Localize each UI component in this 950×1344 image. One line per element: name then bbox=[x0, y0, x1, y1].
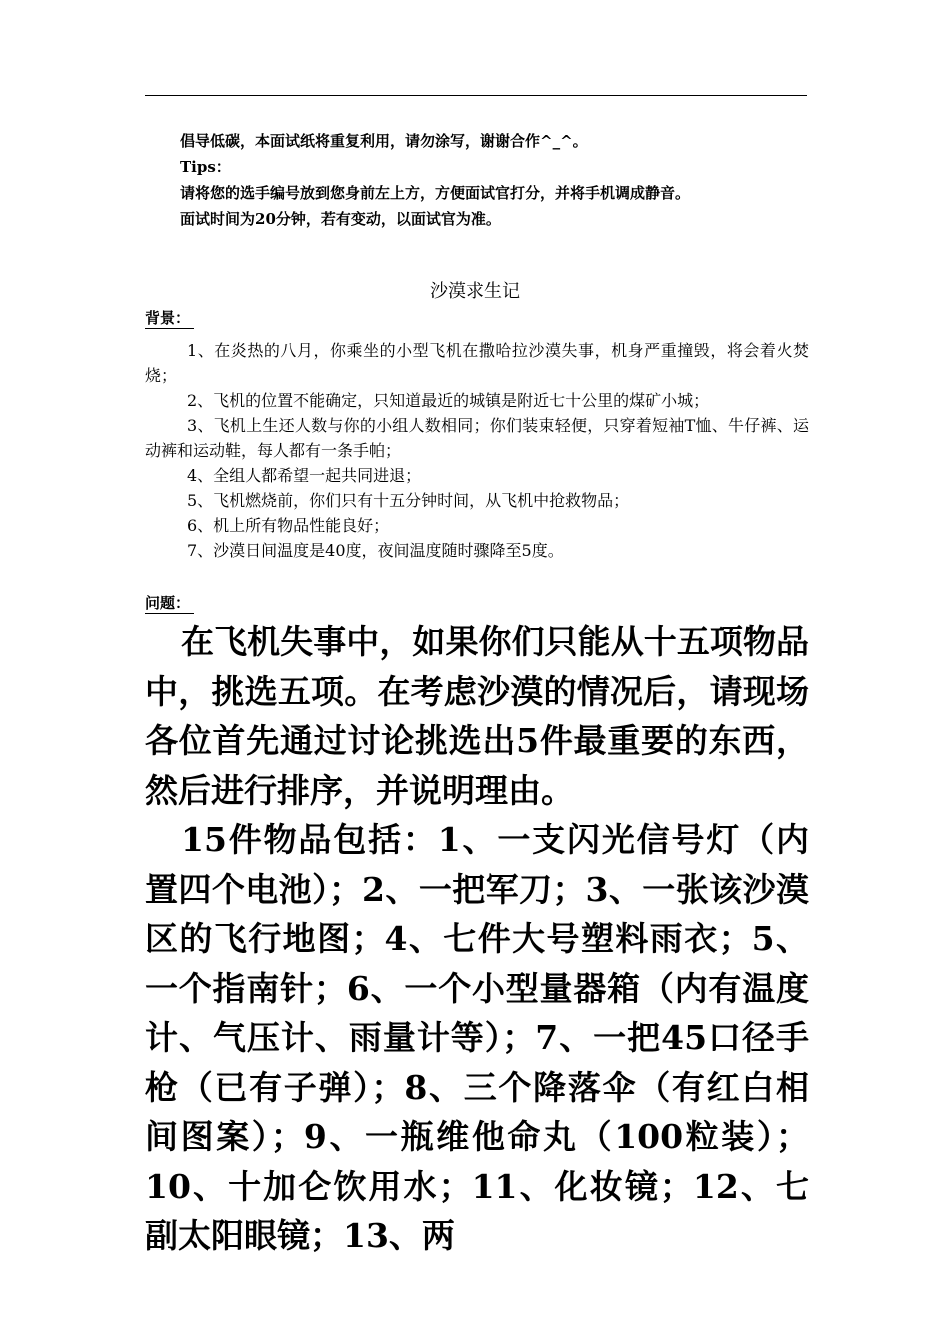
background-item: 6、机上所有物品性能良好； bbox=[187, 516, 390, 535]
question-section-label: 问题： bbox=[145, 593, 194, 614]
header-note-tips-label: Tips： bbox=[180, 158, 231, 176]
background-item: 3、飞机上生还人数与你的小组人数相同；你们装束轻便，只穿着短袖T恤、牛仔裤、运动裤和运动鞋，每人都有一条手帕； bbox=[145, 416, 809, 460]
background-item: 7、沙漠日间温度是40度，夜间温度随时骤降至5度。 bbox=[187, 541, 564, 560]
header-rule bbox=[145, 95, 807, 96]
document-title: 沙漠求生记 bbox=[430, 281, 520, 302]
header-notes bbox=[180, 128, 820, 232]
header-note-low-carbon: 倡导低碳，本面试纸将重复利用，请勿涂写，谢谢合作^_^。 bbox=[180, 132, 588, 150]
question-body bbox=[145, 617, 809, 1261]
background-section-label: 背景： bbox=[145, 308, 194, 329]
header-note-interview-time: 面试时间为20分钟，若有变动，以面试官为准。 bbox=[180, 210, 501, 228]
background-item: 2、飞机的位置不能确定，只知道最近的城镇是附近七十公里的煤矿小城； bbox=[187, 391, 710, 410]
background-item: 4、全组人都希望一起共同进退； bbox=[187, 466, 422, 485]
item-list-paragraph: 15件物品包括：1、一支闪光信号灯（内置四个电池）；2、一把军刀；3、一张该沙漠区的飞行地图；4、七件大号塑料雨衣；5、一个指南针；6、一个小型量器箱（内有温度计、气压计、雨量计等）；7、一把45口径手枪（已有子弹）；8、三个降落伞（有红白相间图案）；9、一瓶维他命丸（100粒装）；10、十加仑饮用水；11、化妆镜；12、七副太阳眼镜；13、两 bbox=[145, 820, 809, 1255]
background-list bbox=[145, 338, 809, 563]
background-item: 1、在炎热的八月，你乘坐的小型飞机在撒哈拉沙漠失事，机身严重撞毁，将会着火焚烧； bbox=[145, 341, 809, 385]
question-paragraph: 在飞机失事中，如果你们只能从十五项物品中，挑选五项。在考虑沙漠的情况后，请现场各位首先通过讨论挑选出5件最重要的东西，然后进行排序，并说明理由。 bbox=[145, 622, 809, 810]
header-note-candidate-number: 请将您的选手编号放到您身前左上方，方便面试官打分，并将手机调成静音。 bbox=[180, 184, 691, 202]
background-item: 5、飞机燃烧前，你们只有十五分钟时间，从飞机中抢救物品； bbox=[187, 491, 630, 510]
